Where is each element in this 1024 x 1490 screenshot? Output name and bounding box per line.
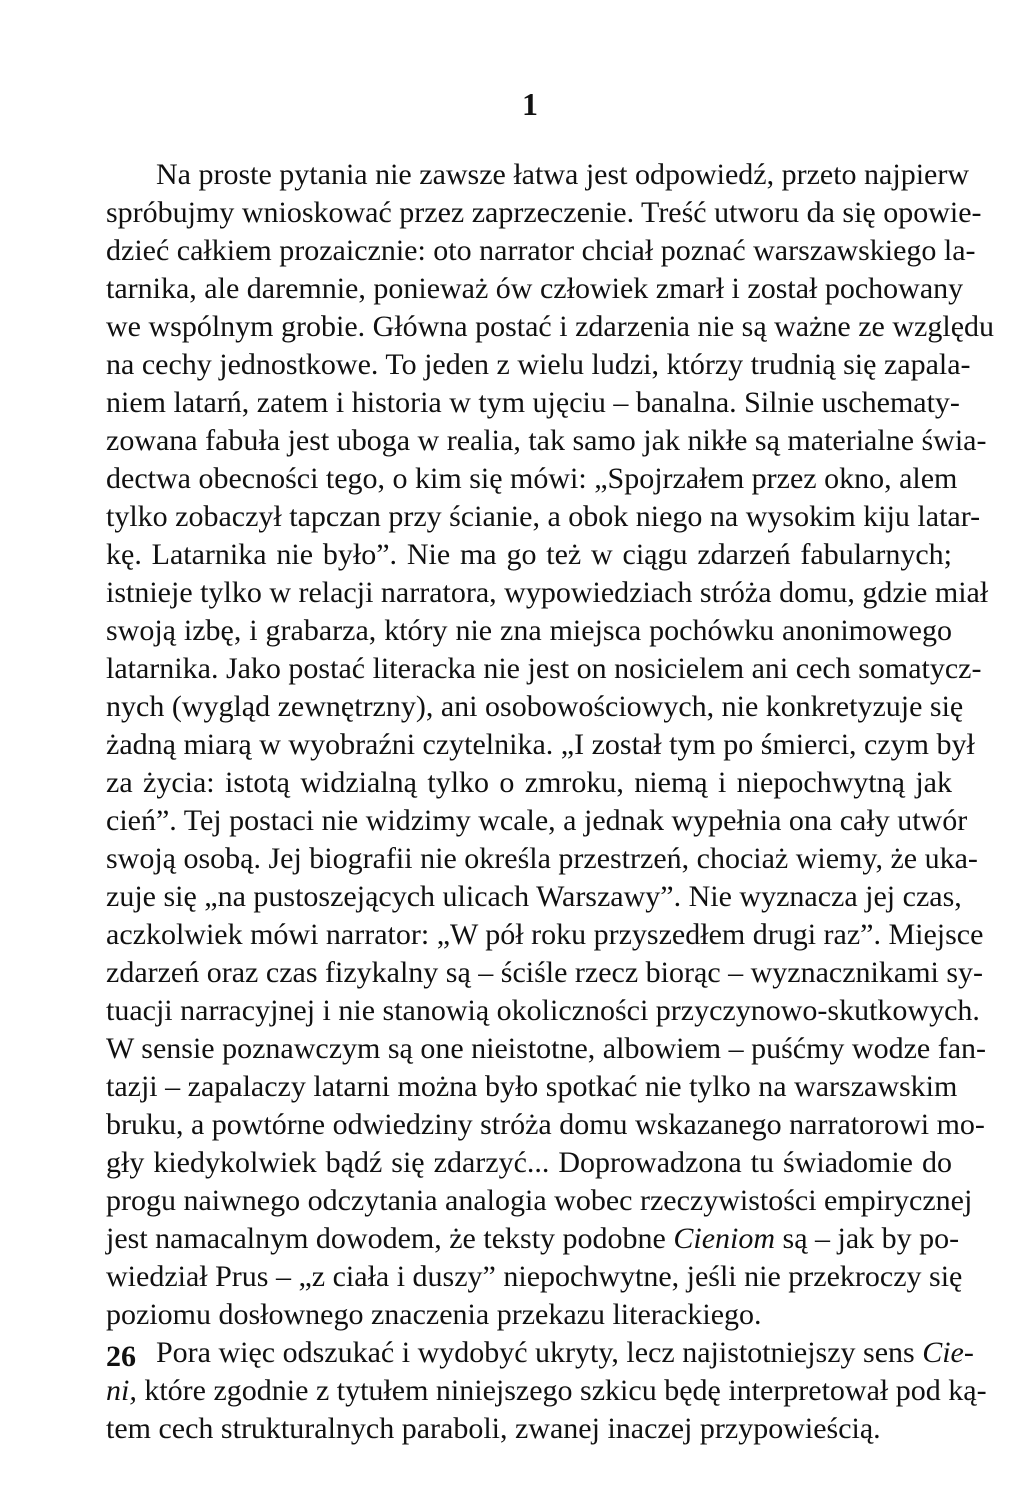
italic-title: Cieniom	[673, 1222, 776, 1255]
text-line: tem cech strukturalnych paraboli, zwanej inaczej przypowieścią.	[106, 1412, 881, 1445]
text-line-with-italic	[106, 1220, 960, 1258]
text-line: cień”. Tej postaci nie widzimy wcale, a jednak wypełnia ona cały utwór	[106, 804, 968, 837]
text-line: swoją izbę, i grabarza, który nie zna miejsca pochówku anonimowego	[106, 614, 952, 647]
text-line: W sensie poznawczym są one nieistotne, albowiem – puśćmy wodze fan-	[106, 1032, 987, 1065]
text-line: tarnika, ale daremnie, ponieważ ów człowiek zmarł i został pochowany	[106, 272, 964, 305]
section-number: 1	[522, 86, 538, 122]
text-line: wiedział Prus – „z ciała i duszy” niepochwytne, jeśli nie przekroczy się	[106, 1260, 963, 1293]
text-line-with-italic	[106, 1334, 974, 1372]
text-line: aczkolwiek mówi narrator: „W pół roku przyszedłem drugi raz”. Miejsce	[106, 918, 984, 951]
page-number: 26	[106, 1340, 136, 1373]
text-line: istnieje tylko w relacji narratora, wypowiedziach stróża domu, gdzie miał	[106, 576, 989, 609]
paragraph-1	[106, 156, 995, 1334]
text-line: swoją osobą. Jej biografii nie określa przestrzeń, chociaż wiemy, że uka-	[106, 842, 978, 875]
text-line: zdarzeń oraz czas fizykalny są – ściśle rzecz biorąc – wyznacznikami sy-	[106, 956, 984, 989]
text-segment: które zgodnie z tytułem niniejszego szkicu będę interpretował pod ką-	[144, 1374, 987, 1407]
text-line: latarnika. Jako postać literacka nie jest on nosicielem ani cech somatycz-	[106, 652, 982, 685]
text-line: poziomu dosłownego znaczenia przekazu literackiego.	[106, 1298, 762, 1331]
italic-title: Cie-	[922, 1336, 974, 1369]
text-line: tazji – zapalaczy latarni można było spotkać nie tylko na warszawskim	[106, 1070, 958, 1103]
text-line: dzieć całkiem prozaicznie: oto narrator chciał poznać warszawskiego la-	[106, 234, 976, 267]
text-line: bruku, a powtórne odwiedziny stróża domu wskazanego narratorowi mo-	[106, 1108, 985, 1141]
text-line-with-italic	[106, 1372, 987, 1410]
italic-title: ni,	[106, 1374, 137, 1407]
body-text	[106, 156, 995, 1448]
text-line: niem latarń, zatem i historia w tym ujęciu – banalna. Silnie uschematy-	[106, 386, 960, 419]
text-line: na cechy jednostkowe. To jeden z wielu ludzi, którzy trudnią się zapala-	[106, 348, 971, 381]
text-line: zowana fabuła jest uboga w realia, tak samo jak nikłe są materialne świa-	[106, 424, 987, 457]
text-line: dectwa obecności tego, o kim się mówi: „Spojrzałem przez okno, alem	[106, 462, 958, 495]
text-line: gły kiedykolwiek bądź się zdarzyć... Doprowadzona tu świadomie do	[106, 1146, 952, 1179]
text-segment: jest namacalnym dowodem, że teksty podobne	[106, 1222, 666, 1255]
text-line: za życia: istotą widzialną tylko o zmroku, niemą i niepochwytną jak	[106, 766, 952, 799]
text-line: Na proste pytania nie zawsze łatwa jest odpowiedź, przeto najpierw	[156, 158, 970, 191]
text-segment: Pora więc odszukać i wydobyć ukryty, lecz najistotniejszy sens	[156, 1336, 915, 1369]
text-line: zuje się „na pustoszejących ulicach Warszawy”. Nie wyznacza jej czas,	[106, 880, 962, 913]
text-line: nych (wygląd zewnętrzny), ani osobowościowych, nie konkretyzuje się	[106, 690, 964, 723]
text-line: tylko zobaczył tapczan przy ścianie, a obok niego na wysokim kiju latar-	[106, 500, 981, 533]
paragraph-2	[106, 1334, 987, 1448]
text-line: we wspólnym grobie. Główna postać i zdarzenia nie są ważne ze względu	[106, 310, 995, 343]
text-line: kę. Latarnika nie było”. Nie ma go też w ciągu zdarzeń fabularnych;	[106, 538, 952, 571]
text-line: spróbujmy wnioskować przez zaprzeczenie. Treść utworu da się opowie-	[106, 196, 982, 229]
text-line: tuacji narracyjnej i nie stanowią okoliczności przyczynowo-skutkowych.	[106, 994, 980, 1027]
text-segment: są – jak by po-	[782, 1222, 960, 1255]
text-line: progu naiwnego odczytania analogia wobec rzeczywistości empirycznej	[106, 1184, 973, 1217]
text-line: żadną miarą w wyobraźni czytelnika. „I został tym po śmierci, czym był	[106, 728, 975, 761]
